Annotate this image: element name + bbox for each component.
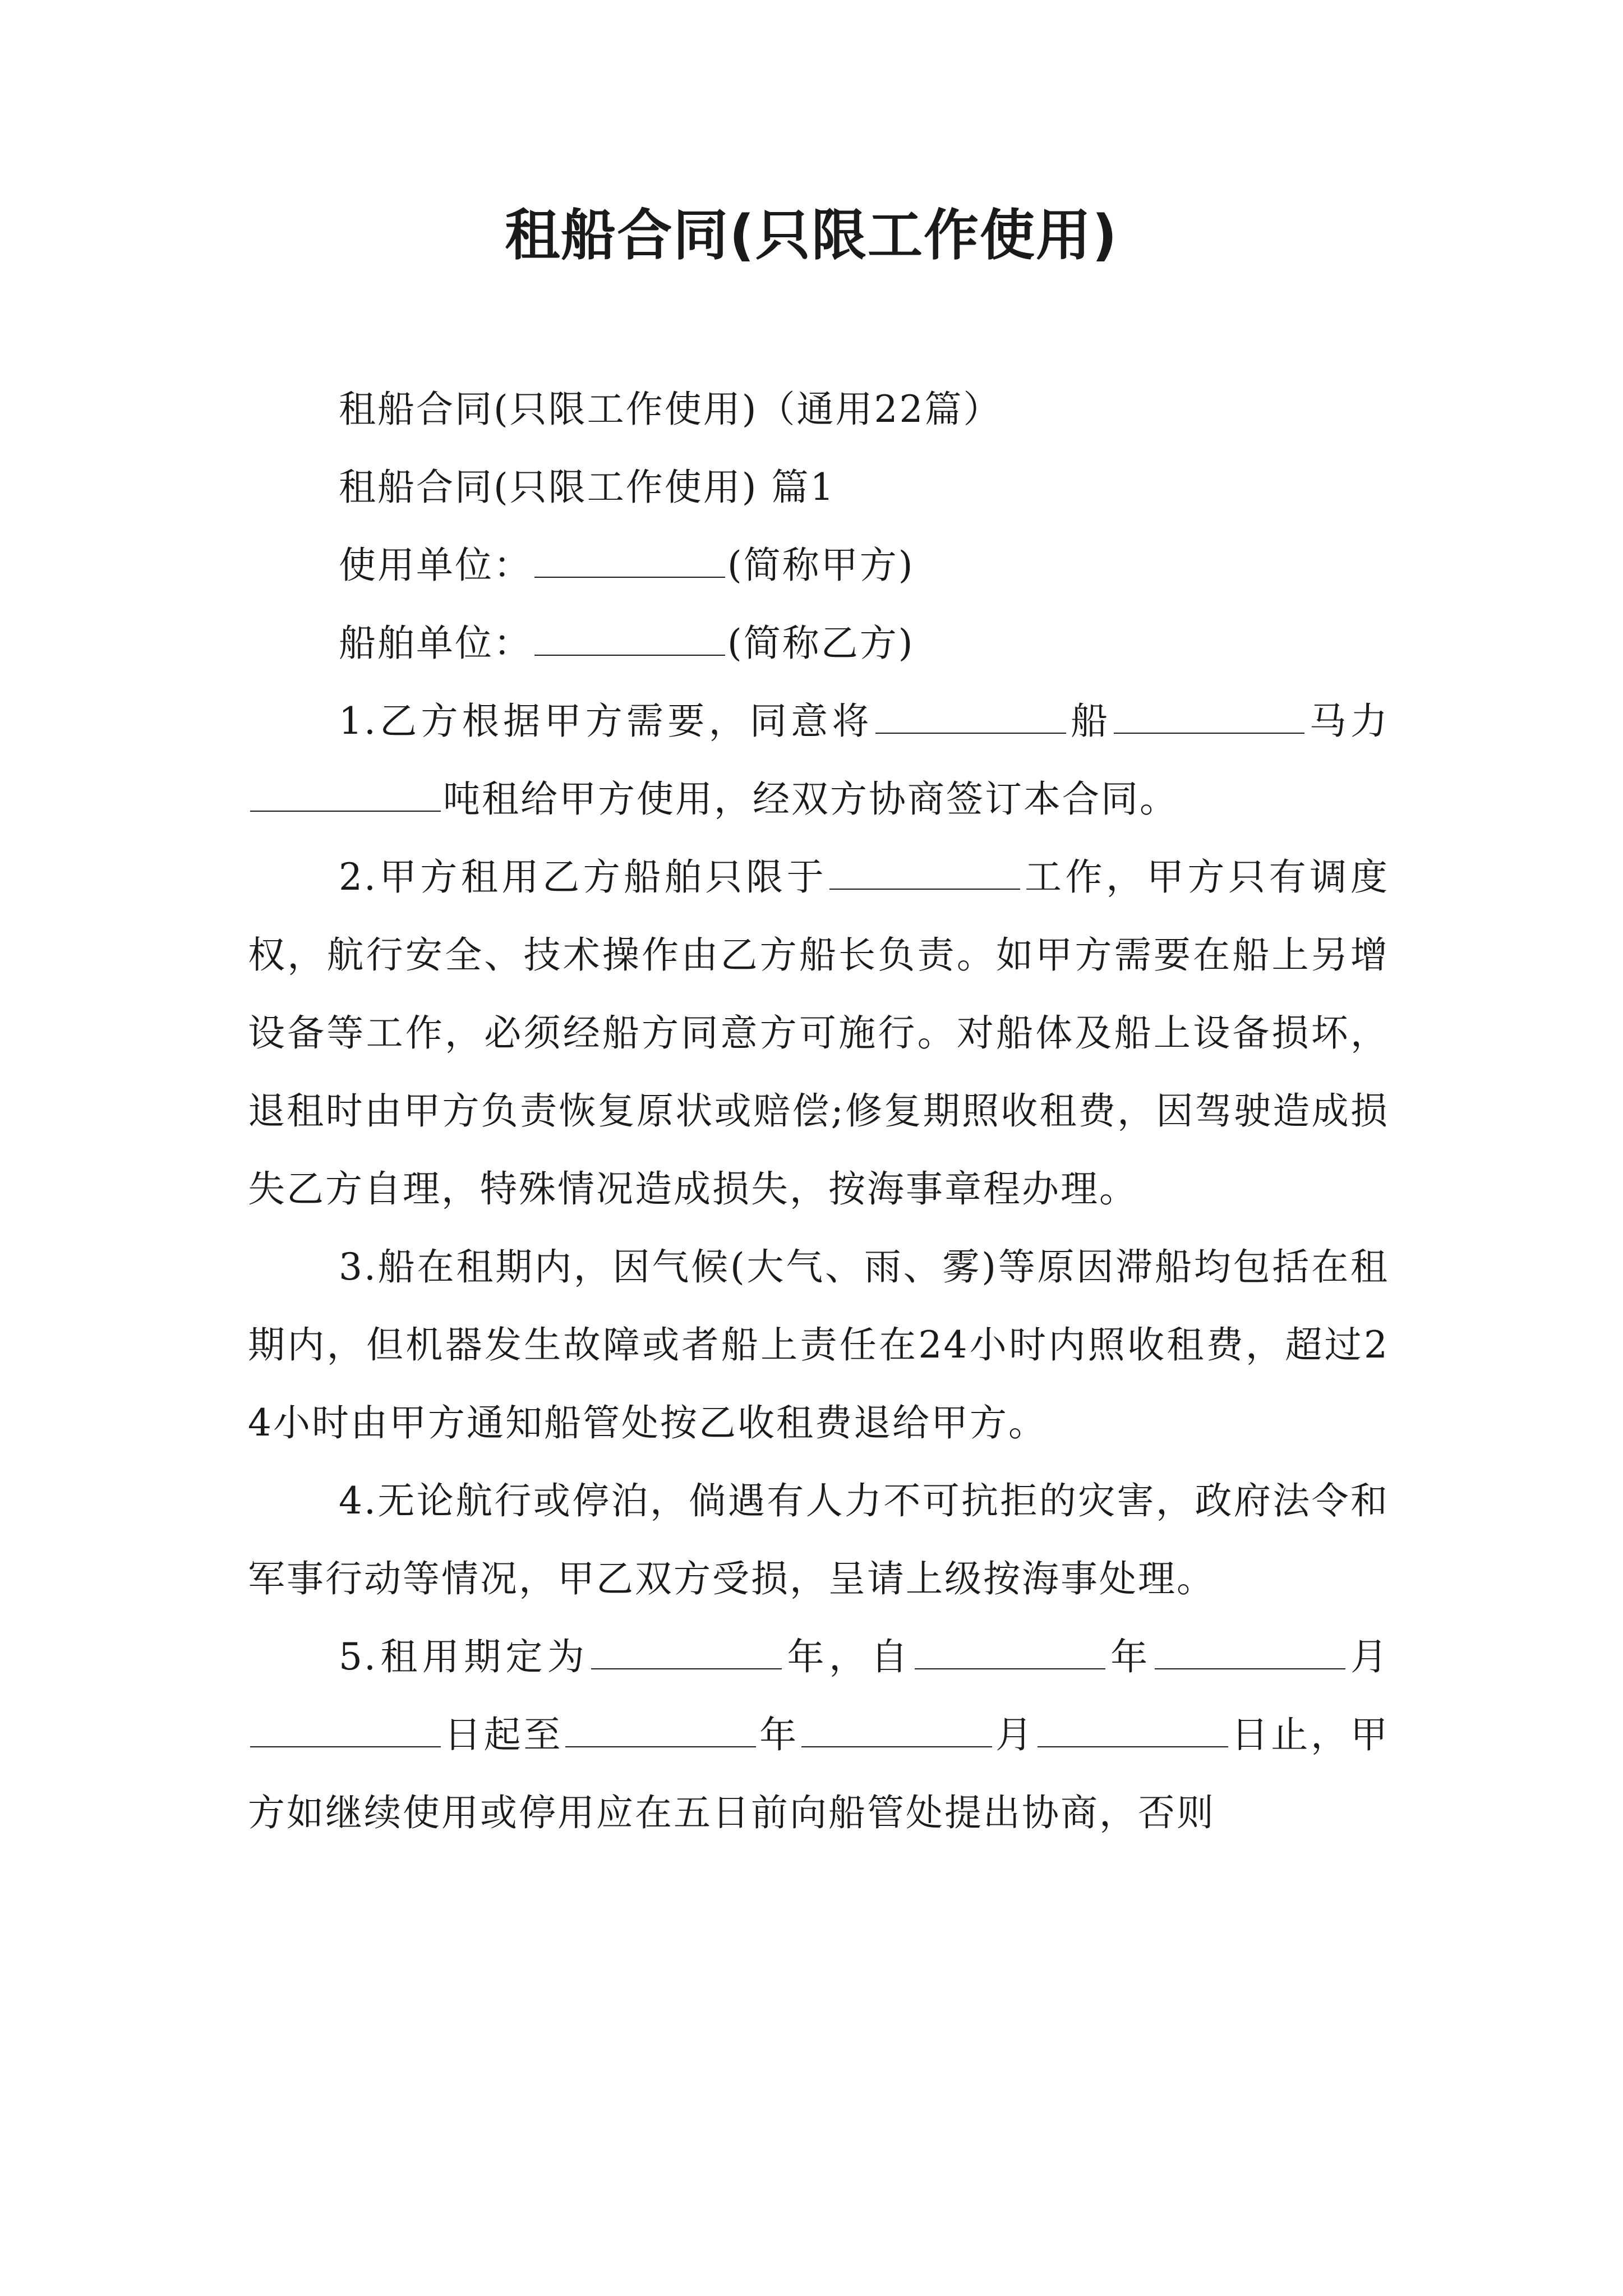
clause-5-text-g: 月 xyxy=(994,1713,1035,1756)
clause-1 xyxy=(248,682,1389,838)
party-b-suffix: (简称乙方) xyxy=(727,622,915,665)
clause-1-text-c: 马力 xyxy=(1307,700,1389,743)
clause-5-text-h: 日止，甲方如继续使用或停用应在五日前向船管处提出协商，否则 xyxy=(248,1713,1390,1834)
clause-5-text-e: 日起至 xyxy=(443,1713,564,1756)
party-a-suffix: (简称甲方) xyxy=(727,544,915,587)
document-title: 租船合同(只限工作使用) xyxy=(505,204,1118,268)
tonnage-blank[interactable] xyxy=(250,783,441,812)
section-heading: 租船合同(只限工作使用) 篇1 xyxy=(339,466,836,509)
party-a-line xyxy=(248,526,1389,604)
clause-2-text-b: 工作，甲方只有调度权，航行安全、技术操作由乙方船长负责。如甲方需要在船上另增设备等工作，必须经船方同意方可施行。对船体及船上设备损坏，退租时由甲方负责恢复原状或赔偿;修复期照收租费，因驾驶造成损失乙方自理，特殊情况造成损失，按海事章程办理。 xyxy=(248,855,1389,1211)
ship-name-blank[interactable] xyxy=(875,705,1066,734)
clause-1-text-a: 1.乙方根据甲方需要，同意将 xyxy=(339,700,873,743)
clause-5 xyxy=(248,1618,1389,1852)
clause-5-text-c: 年 xyxy=(1107,1635,1152,1678)
start-year-blank[interactable] xyxy=(915,1640,1105,1669)
clause-5-text-a: 5.租用期定为 xyxy=(339,1635,589,1678)
end-year-blank[interactable] xyxy=(565,1718,756,1747)
horsepower-blank[interactable] xyxy=(1114,705,1304,734)
clause-5-text-f: 年 xyxy=(758,1713,800,1756)
subtitle-line: 租船合同(只限工作使用)（通用22篇） xyxy=(339,388,1002,431)
clause-2 xyxy=(248,838,1389,1228)
party-b-label: 船舶单位： xyxy=(339,622,532,665)
party-b-line xyxy=(248,604,1389,682)
clause-3: 3.船在租期内，因气候(大气、雨、雾)等原因滞船均包括在租期内，但机器发生故障或者船上责任在24小时内照收租费，超过24小时由甲方通知船管处按乙收租费退给甲方。 xyxy=(248,1245,1389,1444)
clause-5-text-d: 月 xyxy=(1347,1635,1390,1678)
start-month-blank[interactable] xyxy=(1155,1640,1345,1669)
end-month-blank[interactable] xyxy=(801,1718,992,1747)
term-years-blank[interactable] xyxy=(591,1640,782,1669)
start-day-blank[interactable] xyxy=(250,1718,441,1747)
clause-1-text-b: 船 xyxy=(1068,700,1112,743)
document-body xyxy=(248,370,1389,1852)
clause-5-text-b: 年，自 xyxy=(784,1635,912,1678)
clause-4: 4.无论航行或停泊，倘遇有人力不可抗拒的灾害，政府法令和军事行动等情况，甲乙双方受损，呈请上级按海事处理。 xyxy=(248,1479,1389,1600)
party-a-blank[interactable] xyxy=(534,549,725,578)
party-a-label: 使用单位： xyxy=(339,544,532,587)
work-scope-blank[interactable] xyxy=(829,861,1020,890)
clause-2-text-a: 2.甲方租用乙方船舶只限于 xyxy=(339,855,828,899)
end-day-blank[interactable] xyxy=(1038,1718,1228,1747)
clause-1-text-d: 吨租给甲方使用，经双方协商签订本合同。 xyxy=(443,777,1178,821)
party-b-blank[interactable] xyxy=(534,627,725,656)
